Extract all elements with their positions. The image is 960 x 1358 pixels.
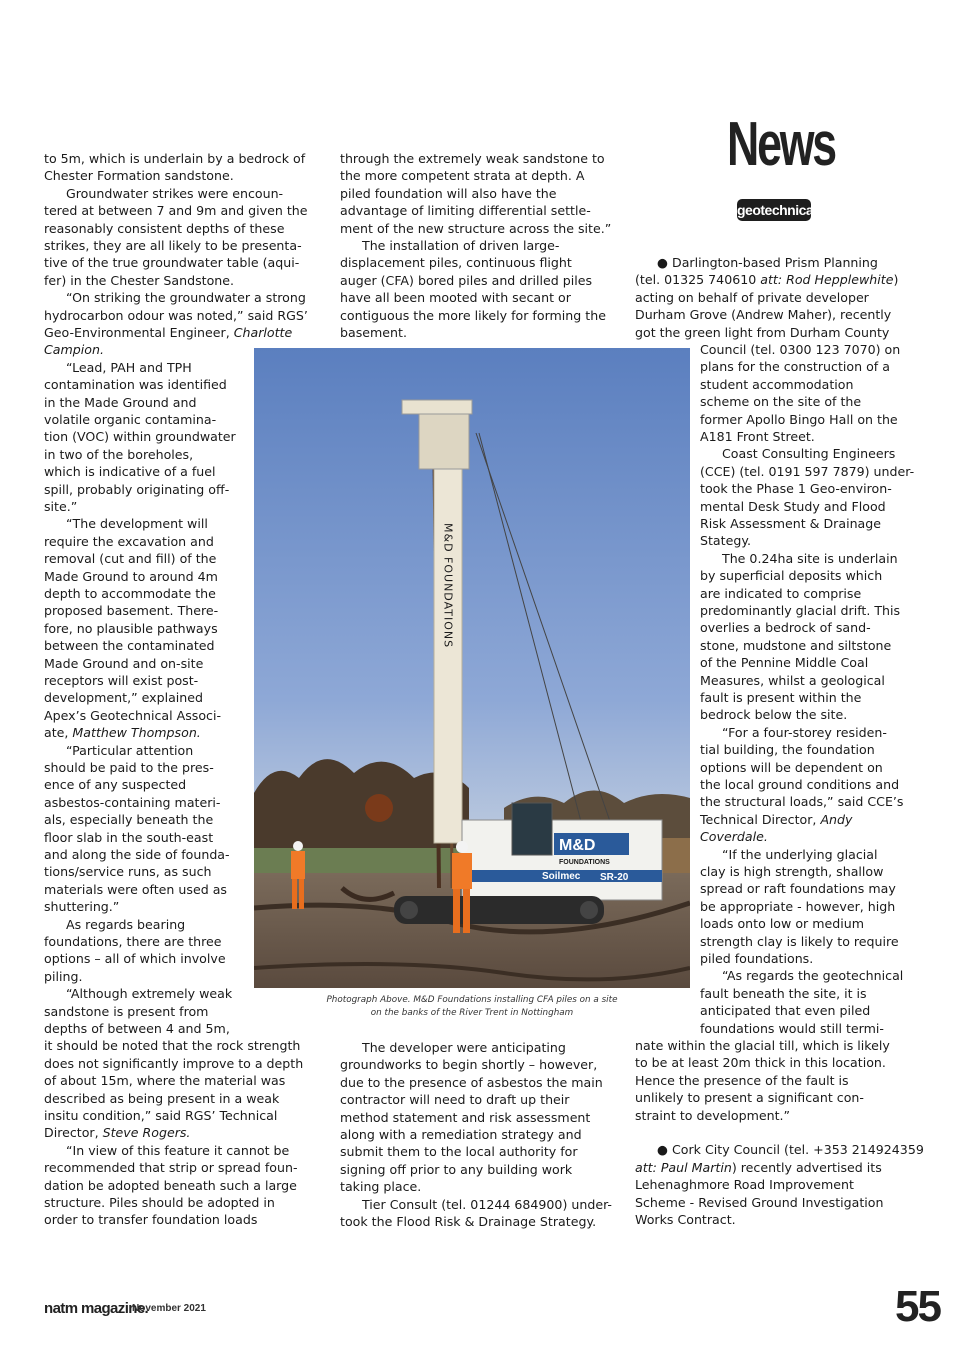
text-run: fault beneath the site, it is [700, 985, 867, 1001]
text-line [635, 1037, 890, 1054]
text-run: Works Contract. [635, 1212, 736, 1227]
text-line [722, 550, 898, 567]
text-line [635, 271, 898, 288]
text-run: Technical Director, [700, 811, 821, 827]
text-line [44, 341, 104, 358]
machine-brand-label: Soilmec [542, 871, 581, 882]
text-line [44, 1072, 285, 1089]
text-run: student accommodation [700, 376, 854, 392]
text-line [44, 655, 203, 672]
text-line [44, 602, 218, 619]
text-line [700, 793, 903, 810]
italic-name: att: Rod Hepplewhite [760, 272, 894, 288]
text-run: to 5m, which is underlain by a bedrock of [44, 151, 306, 166]
text-run: contiguous the more likely for forming the [340, 307, 606, 323]
text-line [44, 376, 227, 393]
text-run: (tel. 01325 740610 [635, 272, 761, 288]
text-run: “As regards the geotechnical [722, 968, 904, 984]
text-line [635, 324, 889, 341]
text-line [44, 1159, 298, 1176]
text-run: “Particular attention [66, 742, 194, 758]
text-run: along with a remediation strategy and [340, 1127, 582, 1142]
text-run: does not significantly improve to a depth [44, 1055, 304, 1071]
text-line [66, 1142, 289, 1159]
text-line [44, 933, 222, 950]
text-run: described as being present in a weak [44, 1090, 280, 1106]
text-line [700, 358, 890, 375]
page-number: 55 [895, 1282, 940, 1331]
text-line [44, 1090, 279, 1107]
text-line [700, 880, 896, 897]
text-run: plans for the construction of a [700, 359, 890, 375]
text-line [362, 237, 559, 254]
text-line [635, 306, 891, 323]
text-line [700, 515, 881, 532]
text-line [635, 1054, 886, 1071]
text-line [340, 1178, 421, 1195]
text-line [700, 411, 898, 428]
text-run: it should be noted that the rock strength [44, 1038, 301, 1054]
text-line [340, 1126, 582, 1143]
text-line [66, 359, 192, 376]
text-run: basement. [340, 325, 407, 340]
text-line [340, 289, 571, 306]
text-run: shuttering.” [44, 899, 120, 915]
text-line [44, 481, 229, 498]
text-line [44, 950, 226, 967]
text-run: foundations would still termi- [700, 1020, 884, 1036]
text-line [700, 706, 847, 723]
text-run: strikes, they are all likely to be presenta- [44, 238, 302, 253]
text-run: tion (VOC) within groundwater [44, 429, 236, 445]
text-run: are indicated to comprise [700, 585, 862, 601]
text-line [44, 307, 308, 324]
text-run: Made Ground and on-site [44, 655, 204, 671]
text-run: the local ground conditions and [700, 777, 900, 792]
text-run: strength clay is likely to require [700, 933, 899, 949]
text-line [44, 550, 216, 567]
text-line [340, 150, 605, 167]
text-run: ● Cork City Council (tel. +353 214924359 [657, 1142, 924, 1158]
text-run: proposed basement. There- [44, 603, 219, 619]
text-line [700, 915, 864, 932]
text-line [66, 185, 283, 202]
text-run: piled foundation will also have the [340, 185, 557, 201]
text-run: unlikely to present a significant con- [635, 1090, 864, 1106]
text-run: reasonably consistent depths of these [44, 220, 285, 236]
text-run: Geo-Environmental Engineer, [44, 325, 234, 340]
text-line [66, 289, 306, 306]
text-line [700, 898, 895, 915]
text-line [700, 1020, 884, 1037]
text-line [700, 741, 875, 758]
text-run: stone, mudstone and siltstone [700, 637, 892, 653]
text-line [44, 829, 213, 846]
text-run: contractor will need to draft up their [340, 1092, 570, 1108]
text-run: sandstone is present from [44, 1003, 209, 1019]
text-run: ment of the new structure across the site.” [340, 220, 612, 236]
text-line [340, 254, 572, 271]
text-run: predominantly glacial drift. This [700, 603, 901, 618]
text-line [700, 985, 867, 1002]
text-run: be appropriate - however, high [700, 898, 896, 914]
text-run: to be at least 20m thick in this location. [635, 1055, 886, 1071]
text-line [700, 498, 886, 515]
italic-name: Campion. [44, 342, 104, 358]
section-tag-badge: geotechnical [737, 199, 811, 221]
text-line [340, 1161, 572, 1178]
rig-mast-label: M&D FOUNDATIONS [441, 523, 455, 649]
text-run: contamination was identified [44, 377, 227, 393]
text-line [700, 828, 768, 845]
text-run: and along the side of founda- [44, 847, 230, 862]
text-line [44, 1020, 230, 1037]
text-line [44, 411, 216, 428]
text-line [44, 220, 284, 237]
text-line [44, 394, 197, 411]
text-run: recommended that strip or spread foun- [44, 1160, 298, 1176]
text-run: of the Pennine Middle Coal [700, 655, 869, 671]
text-run: acting on behalf of private developer [635, 289, 869, 305]
text-run: the more competent strata at depth. A [340, 168, 585, 184]
text-run: insitu condition,” said RGS’ Technical [44, 1108, 278, 1123]
text-line [700, 393, 861, 410]
text-run: advantage of limiting differential settle- [340, 203, 591, 219]
text-line [340, 1091, 569, 1108]
text-line [340, 1143, 578, 1160]
text-run: fault is present within the [700, 690, 862, 705]
text-run: fore, no plausible pathways [44, 620, 218, 636]
text-line [44, 1037, 300, 1054]
text-run: Director, [44, 1125, 103, 1141]
text-run: Tier Consult (tel. 01244 684900) under- [362, 1196, 612, 1212]
photo-caption-line-1: Photograph Above. M&D Foundations installing CFA piles on a site [326, 995, 618, 1005]
text-run: foundations, there are three [44, 934, 222, 949]
text-line [700, 1002, 870, 1019]
text-line [700, 654, 868, 671]
text-line [635, 1211, 736, 1228]
text-line [700, 672, 885, 689]
text-run: Hence the presence of the fault is [635, 1072, 849, 1088]
text-line [44, 1003, 208, 1020]
text-run: mental Desk Study and Flood [700, 498, 886, 514]
text-line [66, 985, 232, 1002]
text-line [340, 202, 591, 219]
text-line [44, 724, 201, 741]
text-run: Scheme - Revised Ground Investigation [635, 1194, 884, 1210]
text-run: options – all of which involve [44, 951, 226, 967]
text-run-after: ) [893, 272, 899, 288]
text-run: anticipated that even piled [700, 1003, 871, 1019]
text-line [340, 272, 592, 289]
text-line [700, 689, 861, 706]
text-run: Council (tel. 0300 123 7070) on [700, 342, 901, 357]
text-line [44, 672, 198, 689]
text-line [44, 1055, 303, 1072]
text-line [657, 254, 878, 271]
text-run: took the Phase 1 Geo-environ- [700, 481, 892, 497]
text-line [700, 585, 861, 602]
text-run: Groundwater strikes were encoun- [66, 185, 284, 201]
text-run: Chester Formation sandstone. [44, 168, 234, 184]
text-run: submit them to the local authority for [340, 1144, 578, 1160]
text-run: tered at between 7 and 9m and given the [44, 203, 308, 219]
footer-issue-date: November 2021 [132, 1303, 206, 1314]
text-line [44, 707, 221, 724]
text-line [700, 532, 751, 549]
text-run: site.” [44, 499, 78, 514]
text-line [44, 498, 77, 515]
text-run: spill, probably originating off- [44, 481, 230, 497]
italic-name: Coverdale. [700, 829, 768, 845]
text-line [635, 1194, 883, 1211]
text-run: got the green light from Durham County [635, 324, 890, 340]
text-line [700, 811, 852, 828]
text-line [44, 846, 230, 863]
text-line [722, 846, 878, 863]
text-line [700, 759, 883, 776]
text-line [44, 1107, 277, 1124]
text-line [44, 620, 218, 637]
italic-name: Steve Rogers. [102, 1125, 191, 1141]
text-run: Made Ground to around 4m [44, 568, 218, 584]
footer-magazine-name: natm magazine. [44, 1300, 149, 1317]
text-run: ence of any suspected [44, 777, 187, 793]
text-line [44, 898, 119, 915]
text-line [722, 967, 903, 984]
text-line [44, 1124, 190, 1141]
text-line [635, 289, 869, 306]
text-line [700, 376, 854, 393]
text-line [340, 185, 557, 202]
text-line [340, 1109, 590, 1126]
text-line [44, 1194, 275, 1211]
italic-name: att: Paul Martin [635, 1159, 732, 1175]
text-line [340, 1056, 597, 1073]
text-line [44, 863, 211, 880]
text-run: through the extremely weak sandstone to [340, 151, 605, 166]
text-run: loads onto low or medium [700, 916, 864, 932]
text-run: in the Made Ground and [44, 394, 197, 410]
text-run: “The development will [66, 516, 208, 532]
text-line [700, 428, 815, 445]
text-line [700, 341, 900, 358]
text-line [44, 689, 203, 706]
text-line [700, 463, 914, 480]
photo-caption-line-2: on the banks of the River Trent in Nottingham [370, 1008, 574, 1018]
text-line [722, 724, 887, 741]
text-line [44, 585, 216, 602]
text-line [340, 220, 611, 237]
text-run: require the excavation and [44, 533, 214, 549]
piling-rig-photo [254, 348, 690, 988]
text-line [700, 933, 899, 950]
text-run: by superficial deposits which [700, 568, 883, 584]
italic-name: Charlotte [233, 325, 293, 340]
text-run: method statement and risk assessment [340, 1109, 591, 1125]
text-line [44, 968, 82, 985]
text-run: straint to development.” [635, 1107, 791, 1123]
text-run: tions/service runs, as such [44, 864, 212, 880]
text-run: “Although extremely weak [66, 986, 233, 1002]
text-line [66, 742, 193, 759]
text-run: materials were often used as [44, 881, 227, 897]
text-run: (CCE) (tel. 0191 597 7879) under- [700, 463, 915, 479]
text-run: nate within the glacial till, which is likely [635, 1038, 890, 1053]
machine-model-label: SR-20 [600, 872, 629, 883]
text-run: scheme on the site of the [700, 394, 862, 410]
text-line [722, 445, 895, 462]
text-run-after: ) recently advertised its [731, 1159, 882, 1175]
text-run: removal (cut and fill) of the [44, 551, 217, 567]
text-run: of about 15m, where the material was [44, 1073, 286, 1089]
text-line [635, 1107, 790, 1124]
text-line [700, 637, 891, 654]
text-line [44, 446, 193, 463]
text-line [44, 1211, 257, 1228]
text-run: should be paid to the pres- [44, 760, 214, 775]
text-run: the structural loads,” said CCE’s [700, 794, 904, 810]
text-line [340, 1074, 603, 1091]
text-run: ● Darlington-based Prism Planning [657, 255, 878, 270]
text-run: piling. [44, 968, 83, 984]
text-line [44, 637, 215, 654]
text-run: taking place. [340, 1179, 422, 1195]
text-run: A181 Front Street. [700, 429, 815, 444]
text-run: Lehenaghmore Road Improvement [635, 1177, 854, 1193]
cab-logo: M&D [559, 837, 596, 854]
text-line [635, 1089, 864, 1106]
text-run: receptors will exist post- [44, 673, 199, 688]
text-run: tial building, the foundation [700, 742, 875, 758]
text-run: Apex’s Geotechnical Associ- [44, 707, 221, 723]
text-line [635, 1176, 854, 1193]
text-run: order to transfer foundation loads [44, 1212, 258, 1228]
text-line [362, 1039, 566, 1056]
text-run: clay is high strength, shallow [700, 864, 884, 879]
text-run: fer) in the Chester Sandstone. [44, 272, 235, 288]
text-line [44, 167, 234, 184]
text-run: piled foundations. [700, 951, 814, 966]
text-line [44, 202, 308, 219]
text-run: ate, [44, 725, 73, 741]
text-run: als, especially beneath the [44, 812, 214, 828]
text-line [44, 759, 214, 776]
text-run: depth to accommodate the [44, 586, 216, 601]
text-run: Durham Grove (Andrew Maher), recently [635, 307, 892, 323]
text-run: which is indicative of a fuel [44, 464, 216, 480]
text-run: Risk Assessment & Drainage [700, 516, 882, 531]
text-run: Coast Consulting Engineers [722, 446, 896, 462]
text-run: auger (CFA) bored piles and drilled piles [340, 272, 593, 288]
text-line [44, 254, 299, 271]
text-line [44, 324, 292, 341]
text-line [700, 950, 813, 967]
text-run: “On striking the groundwater a strong [66, 290, 306, 306]
text-run: options will be dependent on [700, 759, 883, 775]
text-line [44, 533, 214, 550]
text-line [44, 568, 218, 585]
section-heading: News [727, 110, 835, 179]
text-line [44, 150, 305, 167]
text-run: tive of the true groundwater table (aqui- [44, 255, 300, 271]
text-line [44, 881, 227, 898]
text-line [340, 307, 606, 324]
text-run: former Apollo Bingo Hall on the [700, 411, 898, 427]
text-run: “In view of this feature it cannot be [66, 1142, 290, 1158]
text-run: Measures, whilst a geological [700, 672, 885, 688]
text-run: depths of between 4 and 5m, [44, 1021, 230, 1036]
text-run: floor slab in the south-east [44, 829, 214, 845]
text-line [44, 794, 220, 811]
text-run: The 0.24ha site is underlain [722, 550, 898, 566]
text-run: “Lead, PAH and TPH [66, 359, 192, 375]
text-line [66, 515, 208, 532]
text-line [700, 480, 892, 497]
text-run: have all been mooted with secant or [340, 290, 571, 306]
text-run: structure. Piles should be adopted in [44, 1195, 275, 1210]
text-run: As regards bearing [66, 916, 186, 932]
text-run: displacement piles, continuous flight [340, 255, 572, 271]
text-line [700, 602, 900, 619]
text-run: The developer were anticipating [362, 1040, 566, 1055]
text-run: spread or raft foundations may [700, 881, 896, 897]
text-line [44, 428, 236, 445]
text-line [44, 237, 302, 254]
text-line [340, 1213, 596, 1230]
text-run: groundworks to begin shortly – however, [340, 1057, 598, 1073]
text-line [44, 463, 216, 480]
text-run: Stategy. [700, 533, 751, 549]
text-line [700, 619, 871, 636]
italic-name: Andy [820, 811, 853, 827]
text-run: took the Flood Risk & Drainage Strategy. [340, 1214, 597, 1229]
text-run: asbestos-containing materi- [44, 794, 221, 810]
text-run: The installation of driven large- [362, 238, 560, 253]
text-run: “For a four-storey residen- [722, 724, 887, 740]
text-run: between the contaminated [44, 638, 215, 654]
text-run: hydrocarbon odour was noted,” said RGS’ [44, 307, 308, 323]
text-run: dation be adopted beneath such a large [44, 1177, 297, 1193]
text-line [44, 776, 186, 793]
text-line [340, 167, 585, 184]
cab-text: FOUNDATIONS [559, 859, 610, 866]
text-run: overlies a bedrock of sand- [700, 620, 871, 636]
text-run: in two of the boreholes, [44, 446, 194, 462]
text-run: volatile organic contamina- [44, 412, 217, 427]
text-run: development,” explained [44, 690, 204, 706]
text-line [340, 324, 407, 341]
text-run: signing off prior to any building work [340, 1161, 573, 1177]
text-run: due to the presence of asbestos the main [340, 1074, 603, 1090]
text-line [44, 272, 234, 289]
text-line [700, 776, 899, 793]
text-line [657, 1141, 924, 1158]
text-line [635, 1072, 849, 1089]
text-line [635, 1159, 882, 1176]
text-line [700, 863, 883, 880]
text-run: “If the underlying glacial [722, 846, 878, 862]
text-line [362, 1196, 612, 1213]
text-line [44, 1177, 297, 1194]
text-run: bedrock below the site. [700, 707, 848, 723]
italic-name: Matthew Thompson. [72, 725, 201, 741]
text-line [44, 811, 213, 828]
text-line [66, 916, 185, 933]
text-line [700, 567, 882, 584]
